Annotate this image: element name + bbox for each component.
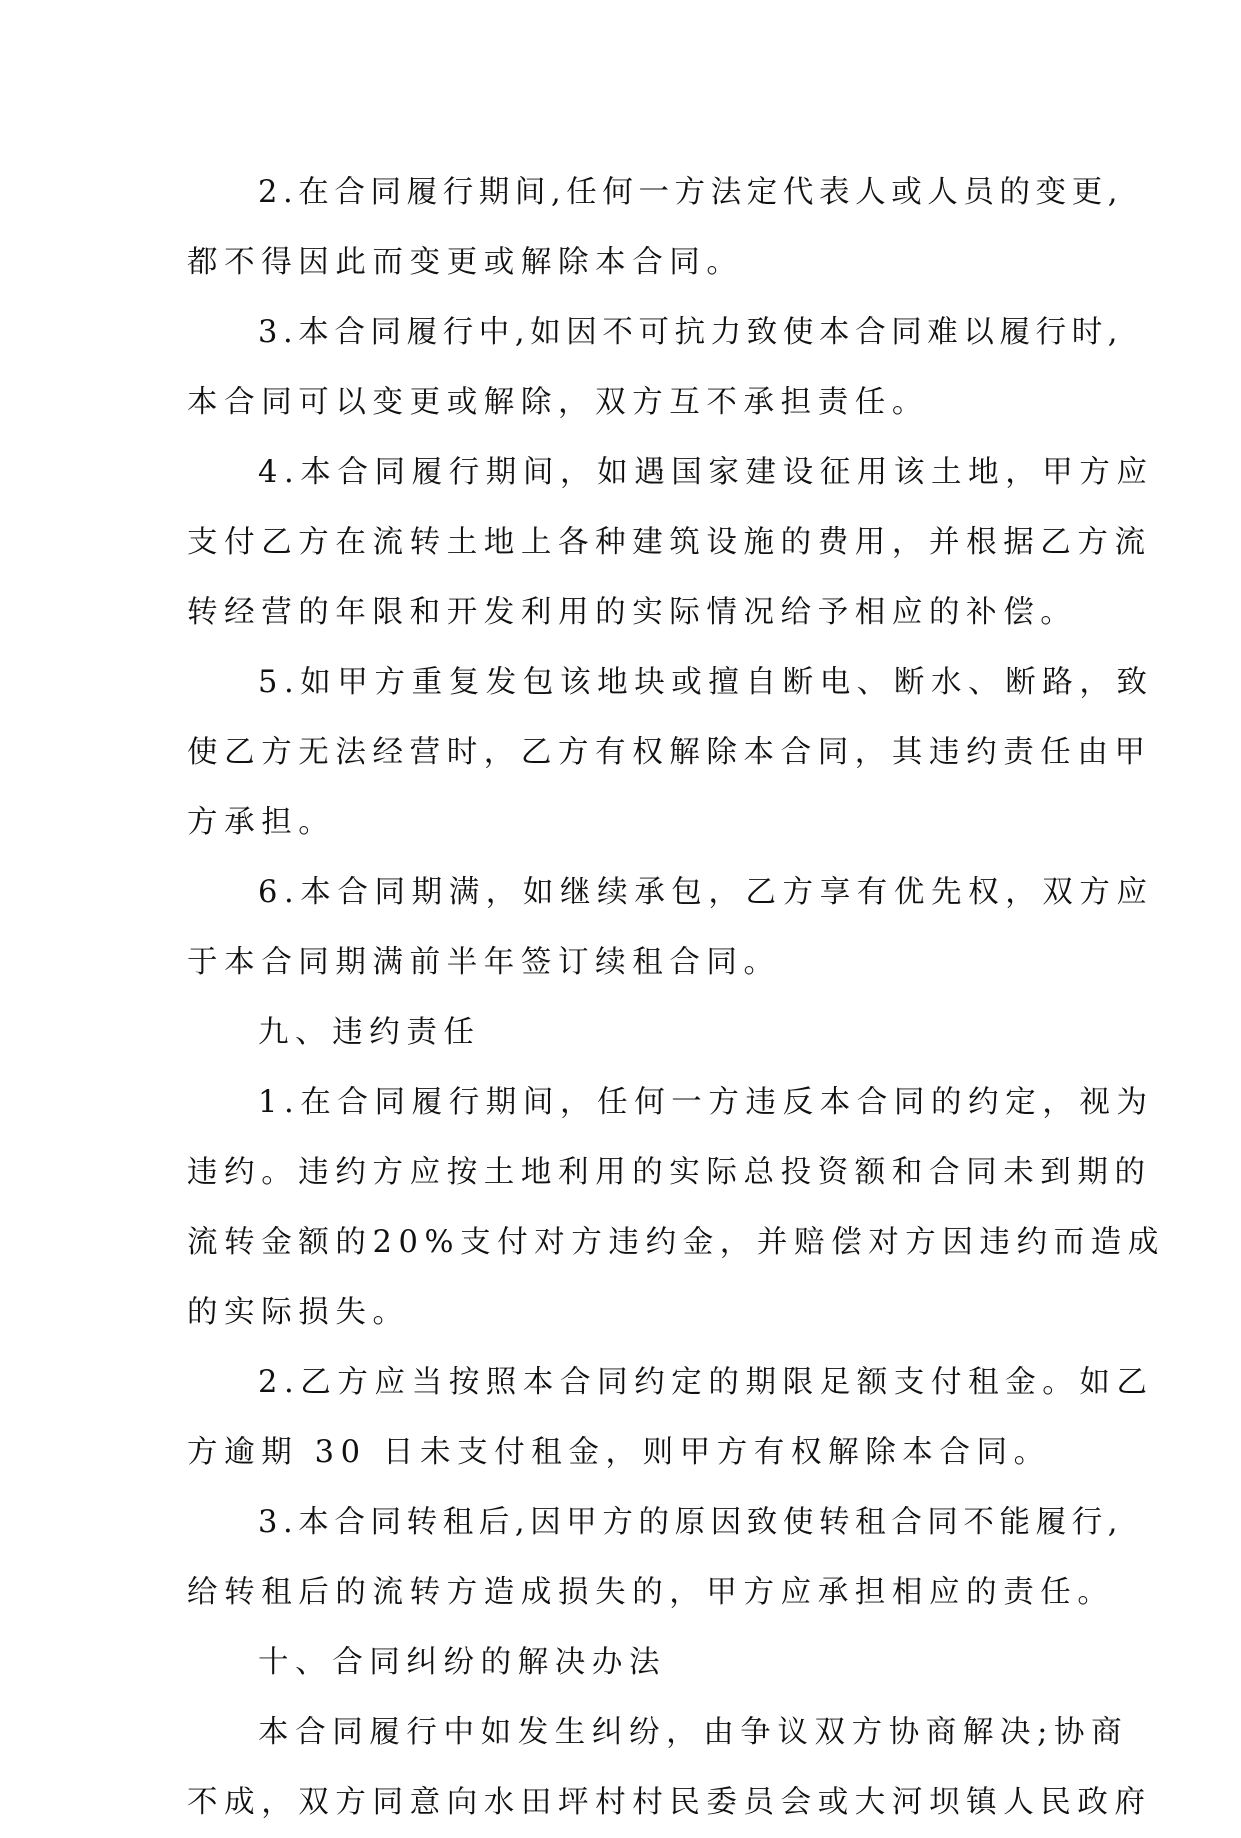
section-heading-dispute-resolution [187,1628,1087,1698]
section-heading-breach-liability [187,998,1087,1068]
clause-8-6 [187,858,1154,998]
clause-9-3 [187,1488,1124,1628]
clause-9-1 [187,1068,1165,1348]
text-line: 于本合同期满前半年签订续租合同。 [187,945,781,980]
text-line: 本合同可以变更或解除，双方互不承担责任。 [187,385,929,420]
text-line: 给转租后的流转方造成损失的，甲方应承担相应的责任。 [187,1575,1115,1610]
text-line: 支付乙方在流转土地上各种建筑设施的费用，并根据乙方流 [187,525,1152,560]
section-heading: 九、违约责任 [258,1015,481,1050]
clause-8-4 [187,438,1154,648]
text-line: 的实际损失。 [187,1295,410,1330]
text-line: 3.本合同转租后,因甲方的原因致使转租合同不能履行, [258,1505,1124,1540]
clause-10-body [187,1698,1152,1838]
text-line: 转经营的年限和开发利用的实际情况给予相应的补偿。 [187,595,1078,630]
clause-8-3 [187,298,1124,438]
text-line: 流转金额的20%支付对方违约金，并赔偿对方因违约而造成 [187,1225,1165,1260]
text-line: 2.乙方应当按照本合同约定的期限足额支付租金。如乙 [258,1365,1154,1400]
text-line: 不成，双方同意向水田坪村村民委员会或大河坝镇人民政府 [187,1785,1152,1820]
text-line: 违约。违约方应按土地利用的实际总投资额和合同未到期的 [187,1155,1152,1190]
text-line: 5.如甲方重复发包该地块或擅自断电、断水、断路，致 [258,665,1154,700]
text-line: 2.在合同履行期间,任何一方法定代表人或人员的变更, [258,175,1124,210]
text-line: 3.本合同履行中,如因不可抗力致使本合同难以履行时, [258,315,1124,350]
text-line: 使乙方无法经营时，乙方有权解除本合同，其违约责任由甲 [187,735,1152,770]
document-body [187,158,1165,1838]
text-line: 都不得因此而变更或解除本合同。 [187,245,744,280]
text-line: 方承担。 [187,805,336,840]
text-line: 本合同履行中如发生纠纷，由争议双方协商解决;协商 [258,1715,1129,1750]
text-line: 1.在合同履行期间，任何一方违反本合同的约定，视为 [258,1085,1154,1120]
clause-8-5 [187,648,1154,858]
text-line: 4.本合同履行期间，如遇国家建设征用该土地，甲方应 [258,455,1154,490]
clause-8-2 [187,158,1124,298]
section-heading: 十、合同纠纷的解决办法 [258,1645,667,1680]
text-line: 6.本合同期满，如继续承包，乙方享有优先权，双方应 [258,875,1154,910]
clause-9-2 [187,1348,1154,1488]
text-line: 方逾期 30 日未支付租金，则甲方有权解除本合同。 [187,1435,1051,1470]
